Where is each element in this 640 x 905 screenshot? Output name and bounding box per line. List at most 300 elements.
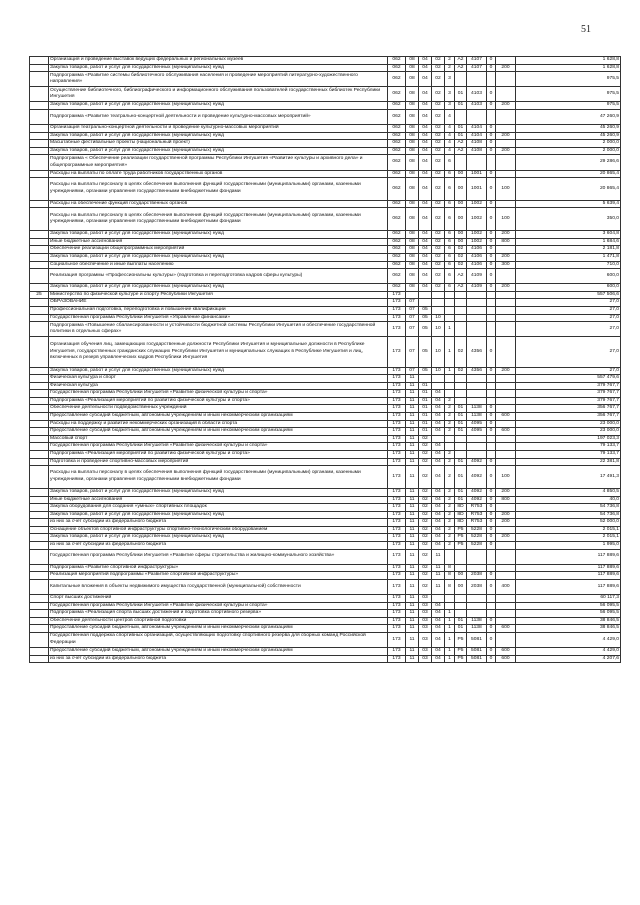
code-expense (467, 291, 487, 299)
code-ministry: 173 (388, 420, 406, 428)
code-extra: 0 (487, 519, 496, 527)
row-description: Организация театрально-концертной деятельности и проведение культурно-массовых мероприятий (49, 125, 388, 133)
code-section: 08 (406, 87, 419, 102)
code-program (432, 382, 445, 390)
code-program: 02 (432, 269, 445, 284)
code-subprogram: 8 (445, 579, 455, 594)
row-number (30, 443, 49, 451)
budget-table-body (30, 57, 621, 663)
row-number (30, 648, 49, 656)
row-amount: 4 207,6 (516, 655, 621, 663)
row-amount: 45 260,9 (516, 125, 621, 133)
code-expense: 1002 (467, 200, 487, 208)
code-ministry: 062 (388, 246, 406, 254)
code-section: 11 (406, 443, 419, 451)
code-expense: 4092 (467, 488, 487, 496)
table-row (30, 451, 621, 459)
code-expense-type: 800 (496, 496, 516, 504)
table-row (30, 102, 621, 110)
code-ministry: 173 (388, 617, 406, 625)
code-direction: A2 (455, 140, 467, 148)
code-section: 07 (406, 314, 419, 322)
code-program: 02 (432, 125, 445, 133)
row-number (30, 420, 49, 428)
code-direction: 01 (455, 405, 467, 413)
code-subsection: 02 (419, 435, 432, 443)
code-direction: 00 (455, 579, 467, 594)
table-row (30, 572, 621, 580)
row-description: Реализация программы «Профессиональны культуры» (подготовка и переподготовка кадров сферы культуры) (49, 269, 388, 284)
code-expense: 1001 (467, 170, 487, 178)
code-extra: 0 (487, 496, 496, 504)
row-description: Предоставление субсидий бюджетным, автономным учреждениям и иным некоммерческим организациям (49, 625, 388, 633)
row-amount: 2 000,0 (516, 140, 621, 148)
row-description: Осуществление библиотечного, библиографического и информационного обслуживания пользователей государственных библиотек Республики Ингушетия (49, 87, 388, 102)
code-extra (487, 549, 496, 564)
code-ministry: 173 (388, 397, 406, 405)
code-expense-type (496, 269, 516, 284)
code-expense-type (496, 443, 516, 451)
code-subprogram (445, 435, 455, 443)
row-amount: 38 846,5 (516, 617, 621, 625)
code-program: 11 (432, 572, 445, 580)
code-extra (487, 564, 496, 572)
code-direction: P5 (455, 655, 467, 663)
code-expense (467, 306, 487, 314)
code-program: 02 (432, 246, 445, 254)
code-extra: 0 (487, 246, 496, 254)
code-direction: 8D (455, 511, 467, 519)
row-description: Государственная программа Республики Ингушетия «Развитие физической культуры и спорта» (49, 390, 388, 398)
table-row (30, 579, 621, 594)
code-extra: 0 (487, 413, 496, 421)
code-expense (467, 155, 487, 170)
table-row (30, 519, 621, 527)
code-section: 07 (406, 367, 419, 375)
code-extra (487, 314, 496, 322)
code-expense-type (496, 549, 516, 564)
table-row (30, 367, 621, 375)
code-section: 08 (406, 284, 419, 292)
code-ministry: 173 (388, 655, 406, 663)
code-direction (455, 306, 467, 314)
page-number: 51 (581, 24, 591, 35)
row-number (30, 579, 49, 594)
row-amount: 47 260,9 (516, 110, 621, 125)
code-extra (487, 610, 496, 618)
code-expense-type (496, 504, 516, 512)
code-expense: 5081 (467, 633, 487, 648)
code-direction (455, 595, 467, 603)
code-subprogram: 4 (445, 125, 455, 133)
code-ministry: 062 (388, 231, 406, 239)
code-direction (455, 322, 467, 337)
code-subprogram: 2 (445, 451, 455, 459)
code-program: 04 (432, 405, 445, 413)
code-section: 11 (406, 549, 419, 564)
code-direction: 8D (455, 504, 467, 512)
code-program: 04 (432, 526, 445, 534)
code-direction: 01 (455, 420, 467, 428)
code-ministry: 173 (388, 519, 406, 527)
code-extra: 0 (487, 238, 496, 246)
row-description: Организация обучения лиц, замещающих государственные должности Республики Ингушетия и муниципальные должности в Республике Ингушетия, государственных гражданских служащих Республики Ингушетия и муниципальных служащих в Республике Ингушетия и лиц, включенных в резерв управленческих кадров Республики Ингушетия (49, 337, 388, 367)
table-row (30, 291, 621, 299)
code-expense: 5228 (467, 526, 487, 534)
code-ministry: 173 (388, 443, 406, 451)
code-extra: 0 (487, 125, 496, 133)
code-ministry: 062 (388, 269, 406, 284)
code-section: 11 (406, 375, 419, 383)
code-subprogram: 2 (445, 420, 455, 428)
code-extra (487, 375, 496, 383)
code-ministry: 173 (388, 633, 406, 648)
row-description: Подпрограмма « Обеспечение реализации государственной программы Республики Ингушетия «Развитие культуры и архивного дела» и общепрограммные мероприятия» (49, 155, 388, 170)
table-row (30, 397, 621, 405)
row-amount: 52 000,0 (516, 519, 621, 527)
code-expense: 1138 (467, 405, 487, 413)
code-subsection: 03 (419, 595, 432, 603)
code-subsection: 04 (419, 269, 432, 284)
code-ministry: 173 (388, 534, 406, 542)
code-subsection: 04 (419, 64, 432, 72)
code-subprogram (445, 314, 455, 322)
code-subsection: 01 (419, 382, 432, 390)
row-number (30, 519, 49, 527)
code-program: 02 (432, 147, 445, 155)
code-expense: 1138 (467, 625, 487, 633)
code-subprogram: 6 (445, 284, 455, 292)
code-subprogram: 6 (445, 269, 455, 284)
row-number (30, 655, 49, 663)
code-section: 11 (406, 496, 419, 504)
code-section: 11 (406, 579, 419, 594)
code-direction (455, 375, 467, 383)
row-amount: 2 181,8 (516, 246, 621, 254)
code-subsection (419, 375, 432, 383)
code-direction (455, 72, 467, 87)
row-description: Закупка товаров, работ и услуг для государственных (муниципальных) нужд (49, 132, 388, 140)
code-subsection: 04 (419, 238, 432, 246)
code-program (432, 299, 445, 307)
code-subprogram (445, 443, 455, 451)
code-expense: 4095 (467, 420, 487, 428)
code-expense-type (496, 451, 516, 459)
row-number (30, 413, 49, 421)
code-ministry: 173 (388, 451, 406, 459)
row-number (30, 542, 49, 550)
row-description: Организация и проведение выставок ведущих федеральных и региональных музеев (49, 57, 388, 65)
code-subprogram (445, 595, 455, 603)
code-subprogram: 2 (445, 534, 455, 542)
code-program: 04 (432, 397, 445, 405)
table-row (30, 64, 621, 72)
row-amount: 56 095,5 (516, 602, 621, 610)
code-expense-type (496, 420, 516, 428)
row-description: Оснащение объектов спортивной инфраструктуры спортивно-технологическим оборудованием (49, 526, 388, 534)
row-number (30, 125, 49, 133)
row-amount: 1 995,0 (516, 542, 621, 550)
row-description: Предоставление субсидий бюджетным, автономным учреждениям и иным некоммерческим организациям (49, 413, 388, 421)
code-section: 11 (406, 405, 419, 413)
code-extra (487, 602, 496, 610)
row-description: Закупка товаров, работ и услуг для государственных (муниципальных) нужд (49, 64, 388, 72)
code-section: 08 (406, 253, 419, 261)
code-extra: 0 (487, 526, 496, 534)
code-subsection: 04 (419, 284, 432, 292)
code-extra: 0 (487, 132, 496, 140)
row-number (30, 170, 49, 178)
code-section: 11 (406, 397, 419, 405)
code-program: 04 (432, 648, 445, 656)
code-expense-type (496, 170, 516, 178)
row-number (30, 87, 49, 102)
code-expense: 4106 (467, 246, 487, 254)
code-program: 04 (432, 390, 445, 398)
table-row (30, 655, 621, 663)
code-expense-type (496, 458, 516, 466)
row-description: Расходы на обеспечение функций государственных органов (49, 200, 388, 208)
row-description: Иные бюджетные ассигнования (49, 496, 388, 504)
code-expense-type (496, 602, 516, 610)
row-description: Масштабные фестивальные проекты (национальный проект) (49, 140, 388, 148)
row-description: Закупка товаров, работ и услуг для государственных (муниципальных) нужд (49, 488, 388, 496)
code-subsection: 02 (419, 519, 432, 527)
code-expense: 4104 (467, 132, 487, 140)
row-amount: 1 628,8 (516, 57, 621, 65)
code-extra: 0 (487, 488, 496, 496)
code-extra (487, 435, 496, 443)
code-expense-type: 300 (496, 261, 516, 269)
code-subsection: 03 (419, 625, 432, 633)
code-subsection: 04 (419, 231, 432, 239)
code-expense-type: 200 (496, 367, 516, 375)
row-amount: 1 628,8 (516, 64, 621, 72)
code-section: 08 (406, 208, 419, 231)
code-expense-type (496, 125, 516, 133)
code-ministry: 062 (388, 147, 406, 155)
row-number (30, 306, 49, 314)
code-ministry: 062 (388, 261, 406, 269)
row-amount: 975,5 (516, 72, 621, 87)
code-direction: 02 (455, 337, 467, 367)
code-subprogram: 1 (445, 337, 455, 367)
row-amount: 4 429,0 (516, 633, 621, 648)
code-program: 02 (432, 208, 445, 231)
row-description: Предоставление субсидий бюджетным, автономным учреждениям и иным некоммерческим организациям (49, 428, 388, 436)
code-ministry: 062 (388, 57, 406, 65)
code-subprogram: 2 (445, 496, 455, 504)
code-direction: 00 (455, 572, 467, 580)
code-ministry: 062 (388, 102, 406, 110)
code-program: 04 (432, 610, 445, 618)
table-row (30, 526, 621, 534)
code-direction (455, 397, 467, 405)
code-section: 11 (406, 488, 419, 496)
code-subprogram: 6 (445, 261, 455, 269)
row-amount: 557 479,6 (516, 375, 621, 383)
code-extra: 0 (487, 147, 496, 155)
row-number (30, 269, 49, 284)
code-direction (455, 299, 467, 307)
code-subsection: 01 (419, 405, 432, 413)
code-expense-type: 200 (496, 488, 516, 496)
code-ministry: 173 (388, 367, 406, 375)
code-program: 02 (432, 102, 445, 110)
code-direction: 01 (455, 428, 467, 436)
table-row (30, 208, 621, 231)
code-expense-type (496, 435, 516, 443)
code-direction: P5 (455, 633, 467, 648)
row-amount: 27,0 (516, 306, 621, 314)
code-subprogram: 6 (445, 170, 455, 178)
code-section: 11 (406, 610, 419, 618)
code-subsection: 04 (419, 170, 432, 178)
code-expense-type (496, 564, 516, 572)
code-subprogram: 2 (445, 511, 455, 519)
code-subprogram: 6 (445, 231, 455, 239)
row-number (30, 435, 49, 443)
row-number (30, 261, 49, 269)
code-extra: 0 (487, 420, 496, 428)
row-amount: 20 865,4 (516, 178, 621, 201)
code-section: 11 (406, 458, 419, 466)
code-expense: 4103 (467, 102, 487, 110)
code-subprogram: 3 (445, 87, 455, 102)
code-section: 08 (406, 125, 419, 133)
row-description: Закупка товаров, работ и услуг для государственных (муниципальных) нужд (49, 367, 388, 375)
table-row (30, 375, 621, 383)
code-subprogram: 2 (445, 488, 455, 496)
row-description: Социальное обеспечение и иные выплаты населению (49, 261, 388, 269)
code-program: 04 (432, 519, 445, 527)
row-description: Расходы на выплаты персоналу в целях обеспечения выполнения функций государственными (муниципальными) органами, казенными учреждениями, органами управления государственными внебюджетными фондами (49, 178, 388, 201)
code-ministry: 173 (388, 648, 406, 656)
row-description: Государственная программа Республики Ингушетия «Развитие сферы строительства и жилищно-коммунального хозяйства» (49, 549, 388, 564)
code-expense-type (496, 57, 516, 65)
code-direction: 00 (455, 231, 467, 239)
row-amount: 379 767,7 (516, 390, 621, 398)
code-subprogram (445, 602, 455, 610)
code-expense-type: 200 (496, 253, 516, 261)
row-description: Закупка товаров, работ и услуг для государственных (муниципальных) нужд (49, 534, 388, 542)
code-expense-type (496, 110, 516, 125)
code-subprogram: 1 (445, 655, 455, 663)
row-amount: 20 865,4 (516, 170, 621, 178)
code-ministry: 062 (388, 253, 406, 261)
code-expense: 2038 (467, 579, 487, 594)
code-extra (487, 72, 496, 87)
code-section: 08 (406, 102, 419, 110)
code-subprogram: 1 (445, 617, 455, 625)
row-description: Подпрограмма «Развитие спортивной инфраструктуры» (49, 564, 388, 572)
code-program: 04 (432, 458, 445, 466)
code-section: 11 (406, 595, 419, 603)
code-expense: 1138 (467, 617, 487, 625)
row-amount: 17 491,3 (516, 466, 621, 489)
code-section: 11 (406, 534, 419, 542)
code-ministry: 173 (388, 458, 406, 466)
code-subprogram: 4 (445, 132, 455, 140)
row-description: Подпрограмма «Развитие системы библиотечного обслуживания населения и проведение мероприятий литературно-художественного направления» (49, 72, 388, 87)
row-description: Подпрограмма «Повышение сбалансированности и устойчивости бюджетной системы Республики Ингушетия и обеспечение государственной политики в отдельных сферах» (49, 322, 388, 337)
code-program: 04 (432, 534, 445, 542)
code-expense-type: 200 (496, 147, 516, 155)
code-ministry: 062 (388, 178, 406, 201)
code-ministry: 173 (388, 549, 406, 564)
code-ministry: 173 (388, 382, 406, 390)
code-expense: 4104 (467, 125, 487, 133)
code-subsection: 02 (419, 496, 432, 504)
code-direction: 01 (455, 413, 467, 421)
code-subprogram: 2 (445, 413, 455, 421)
row-number (30, 367, 49, 375)
code-ministry: 173 (388, 299, 406, 307)
code-subsection: 04 (419, 102, 432, 110)
code-extra: 0 (487, 269, 496, 284)
code-ministry: 062 (388, 155, 406, 170)
code-direction: 02 (455, 246, 467, 254)
code-subsection: 04 (419, 155, 432, 170)
code-section: 11 (406, 633, 419, 648)
code-program: 04 (432, 633, 445, 648)
code-expense-type (496, 397, 516, 405)
row-number (30, 405, 49, 413)
code-direction (455, 610, 467, 618)
code-program: 11 (432, 579, 445, 594)
code-subprogram: 6 (445, 178, 455, 201)
code-direction: 01 (455, 458, 467, 466)
row-number (30, 633, 49, 648)
code-expense: 4109 (467, 284, 487, 292)
table-row (30, 125, 621, 133)
row-number (30, 110, 49, 125)
code-subsection: 04 (419, 246, 432, 254)
row-amount: 1 471,8 (516, 253, 621, 261)
code-subsection: 01 (419, 420, 432, 428)
code-direction: 01 (455, 625, 467, 633)
code-section: 08 (406, 170, 419, 178)
code-program: 11 (432, 549, 445, 564)
code-expense: 4108 (467, 140, 487, 148)
code-expense: 5081 (467, 655, 487, 663)
code-direction (455, 549, 467, 564)
code-direction (455, 291, 467, 299)
code-expense (467, 390, 487, 398)
row-number (30, 132, 49, 140)
code-extra: 0 (487, 405, 496, 413)
table-row (30, 549, 621, 564)
table-row (30, 147, 621, 155)
row-description: из них за счет субсидии из федерального бюджета (49, 655, 388, 663)
code-extra: 0 (487, 511, 496, 519)
code-expense-type (496, 155, 516, 170)
code-ministry: 173 (388, 496, 406, 504)
code-program: 02 (432, 231, 445, 239)
code-ministry: 173 (388, 337, 406, 367)
table-row (30, 466, 621, 489)
row-number (30, 451, 49, 459)
code-expense-type (496, 610, 516, 618)
row-amount: 23 000,0 (516, 420, 621, 428)
row-number (30, 534, 49, 542)
code-subprogram: 2 (445, 64, 455, 72)
code-program: 04 (432, 443, 445, 451)
code-direction: A2 (455, 284, 467, 292)
table-row (30, 443, 621, 451)
code-extra (487, 155, 496, 170)
row-description: Подпрограмма «Реализация мероприятий по развитию физической культуры и спорта» (49, 397, 388, 405)
